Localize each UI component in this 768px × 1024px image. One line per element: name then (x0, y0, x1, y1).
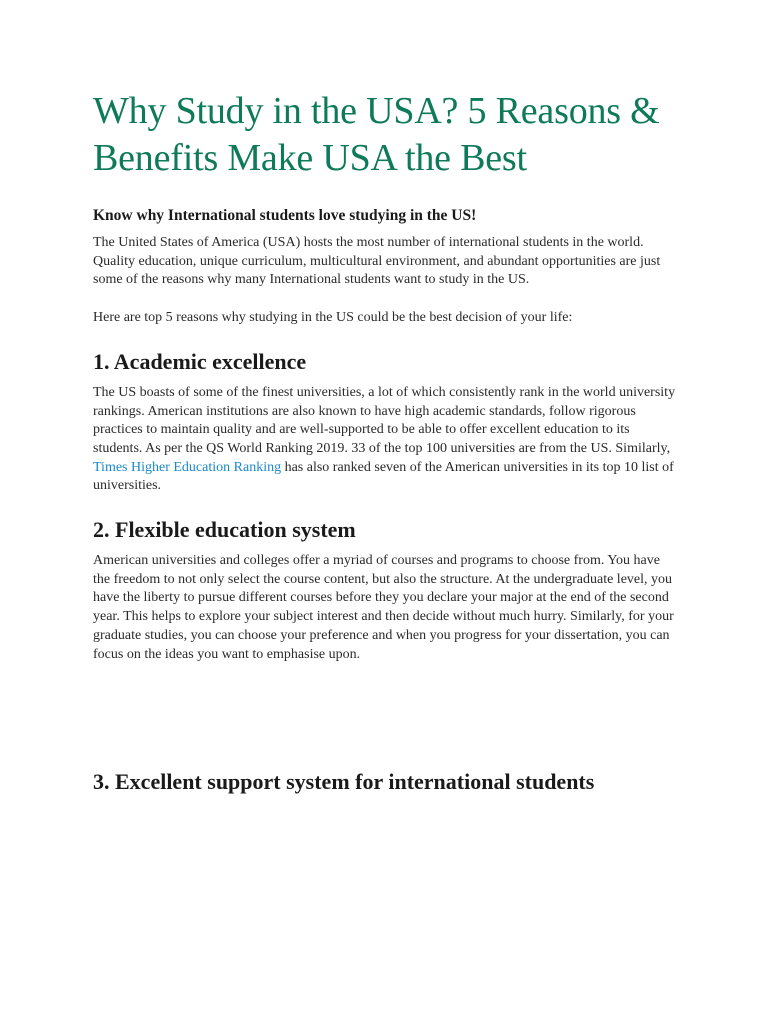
section-heading-flexible-education: 2. Flexible education system (93, 517, 356, 543)
section-body-text: has also ranked seven of the American universities in its top 10 list of universities. (93, 459, 674, 494)
section-body-flexible-education: American universities and colleges offer a myriad of courses and programs to choose from. You have the freedom to not only select the course content, but also the structure. At the undergraduate level, you have the liberty to pursue different courses before they you declare your major at the end of the second year. This helps to explore your subject interest and then decide without much hurry. Similarly, for your graduate studies, you can choose your preference and when you progress for your dissertation, you can focus on the ideas you want to emphasise upon. (93, 553, 674, 662)
times-higher-education-ranking-link[interactable]: Times Higher Education Ranking (93, 459, 282, 475)
article-title: Why Study in the USA? 5 Reasons & Benefits Make USA the Best (93, 90, 660, 179)
section-body-text: The US boasts of some of the finest universities, a lot of which consistently rank in the world university rankings. American institutions are also known to have high academic standards, follow rigorous practices to maintain quality and are well-supported to be able to offer excellent education to its students. As per the QS World Ranking 2019. 33 of the top 100 universities are from the US. Similarly, (93, 384, 676, 456)
lead-paragraph: Here are top 5 reasons why studying in the US could be the best decision of your life: (93, 310, 573, 326)
section-heading-academic-excellence: 1. Academic excellence (93, 348, 307, 374)
article-subtitle: Know why International students love studying in the US! (93, 207, 477, 224)
section-heading-support-system: 3. Excellent support system for international students (93, 769, 595, 795)
intro-paragraph: The United States of America (USA) hosts the most number of international students in the world. Quality education, unique curriculum, multicultural environment, and abundant opportunities are just some of the reasons why many International students want to study in the US. (93, 235, 661, 288)
section-body-academic-excellence (93, 384, 676, 496)
